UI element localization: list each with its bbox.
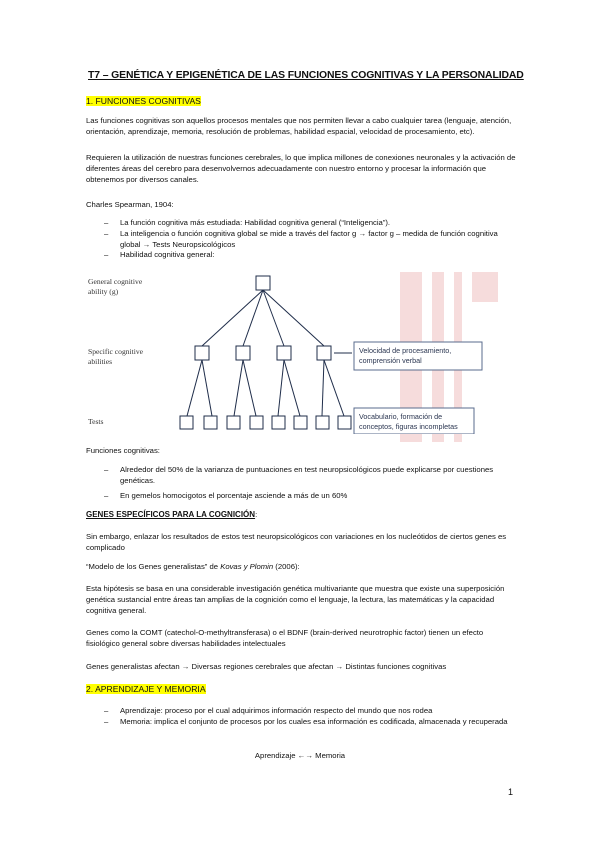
genes-heading [86,510,518,521]
test-node [180,416,193,429]
test-node [294,416,307,429]
spearman-line: Charles Spearman, 1904: [86,200,174,209]
learning-memory-relation: Aprendizaje ←→ Memoria [254,751,346,760]
functions-list [86,465,518,501]
heading-highlight: 2. APRENDIZAJE Y MEMORIA [86,684,206,694]
list-item: – Aprendizaje: proceso por el cual adquirimos información respecto del mundo que nos rodea [86,706,518,717]
page-number: 1 [508,787,514,797]
model-post: (2006): [273,562,300,571]
annotation-box2-line1: Vocabulario, formación de [359,412,443,421]
list-item: – La inteligencia o función cognitiva global se mide a través del factor g → factor g – medida de función cognitiva global → Tests Neuropsicológicos [86,229,518,251]
list-item: – Memoria: implica el conjunto de procesos por los cuales esa información es codificada, almacenada y recuperada [86,717,518,728]
list-item: – En gemelos homocigotos el porcentaje asciende a más de un 60% [86,491,518,502]
model-authors: Kovas y Plomin [220,562,274,571]
genes-paragraph-4: Genes generalistas afectan → Diversas regiones cerebrales que afectan → Distintas funciones cognitivas [86,662,447,671]
genes-heading-colon: : [255,510,258,519]
specific-label-line1: Specific cognitive [88,347,144,356]
general-label-line1: General cognitive [88,277,143,286]
genes-paragraph-1: Sin embargo, enlazar los resultados de estos test neuropsicológicos con variaciones en los nucleótidos de ciertos genes es complicado [86,532,507,552]
test-node [227,416,240,429]
section-heading-aprendizaje [86,684,206,694]
specific-ability-node [236,346,250,360]
intro-paragraph: Las funciones cognitivas son aquellos procesos mentales que nos permiten llevar a cabo cualquier tarea (lenguaje, atención, orientación, aprendizaje, memoria, resolución de problemas, habilidad espacial, velocidad de procesamiento, etc). [86,116,512,136]
page-title: T7 – GENÉTICA Y EPIGENÉTICA DE LAS FUNCIONES COGNITIVAS Y LA PERSONALIDAD [88,70,524,81]
model-pre: “Modelo de los Genes generalistas” de [86,562,221,571]
list-item: – Alrededor del 50% de la varianza de puntuaciones en test neuropsicológicos puede explicarse por cuestiones genéticas. [86,465,518,487]
test-node [204,416,217,429]
intro-paragraph-2: Requieren la utilización de nuestras funciones cerebrales, lo que implica millones de conexiones neuronales y la activación de diferentes áreas del cerebro para desenvolvernos adecuadamente con nuestro entorno y procesar la información que obtenemos por diversos canales. [86,153,516,184]
test-node [338,416,351,429]
specific-ability-node [277,346,291,360]
general-label-line2: ability (g) [88,287,119,296]
model-line [86,562,518,573]
genes-paragraph-3: Genes como la COMT (catechol-O-methyltransferasa) o el BDNF (brain-derived neurotrophic factor) tienen un efecto fisiológico general sobre diversas habilidades intelectuales [86,628,484,648]
annotation-box1-line2: comprensión verbal [359,356,422,365]
annotation-box1-line1: Velocidad de procesamiento, [359,346,452,355]
specific-ability-node [317,346,331,360]
section-heading-funciones [86,96,201,106]
learning-list [86,706,518,728]
general-ability-node [256,276,270,290]
test-node [316,416,329,429]
heading-highlight: 1. FUNCIONES COGNITIVAS [86,96,201,106]
specific-label-line2: abilities [88,357,113,366]
functions-heading: Funciones cognitivas: [86,446,160,455]
list-item: – Habilidad cognitiva general: [86,250,518,261]
genes-heading-text: GENES ESPECÍFICOS PARA LA COGNICIÓN [86,510,256,519]
spearman-list [86,218,518,261]
specific-ability-node [195,346,209,360]
test-node [272,416,285,429]
g-factor-diagram [84,264,504,434]
annotation-box2-line2: conceptos, figuras incompletas [359,422,458,431]
list-item: – La función cognitiva más estudiada: Habilidad cognitiva general (“Inteligencia”). [86,218,518,229]
genes-paragraph-2: Esta hipótesis se basa en una considerable investigación genética multivariante que muestra que existe una superposición genética sustancial entre áreas tan amplias de la cognición como el lenguaje, la lectura, las matemáticas y la capacidad cognitiva general. [86,584,505,615]
tests-label: Tests [88,417,104,426]
test-node [250,416,263,429]
